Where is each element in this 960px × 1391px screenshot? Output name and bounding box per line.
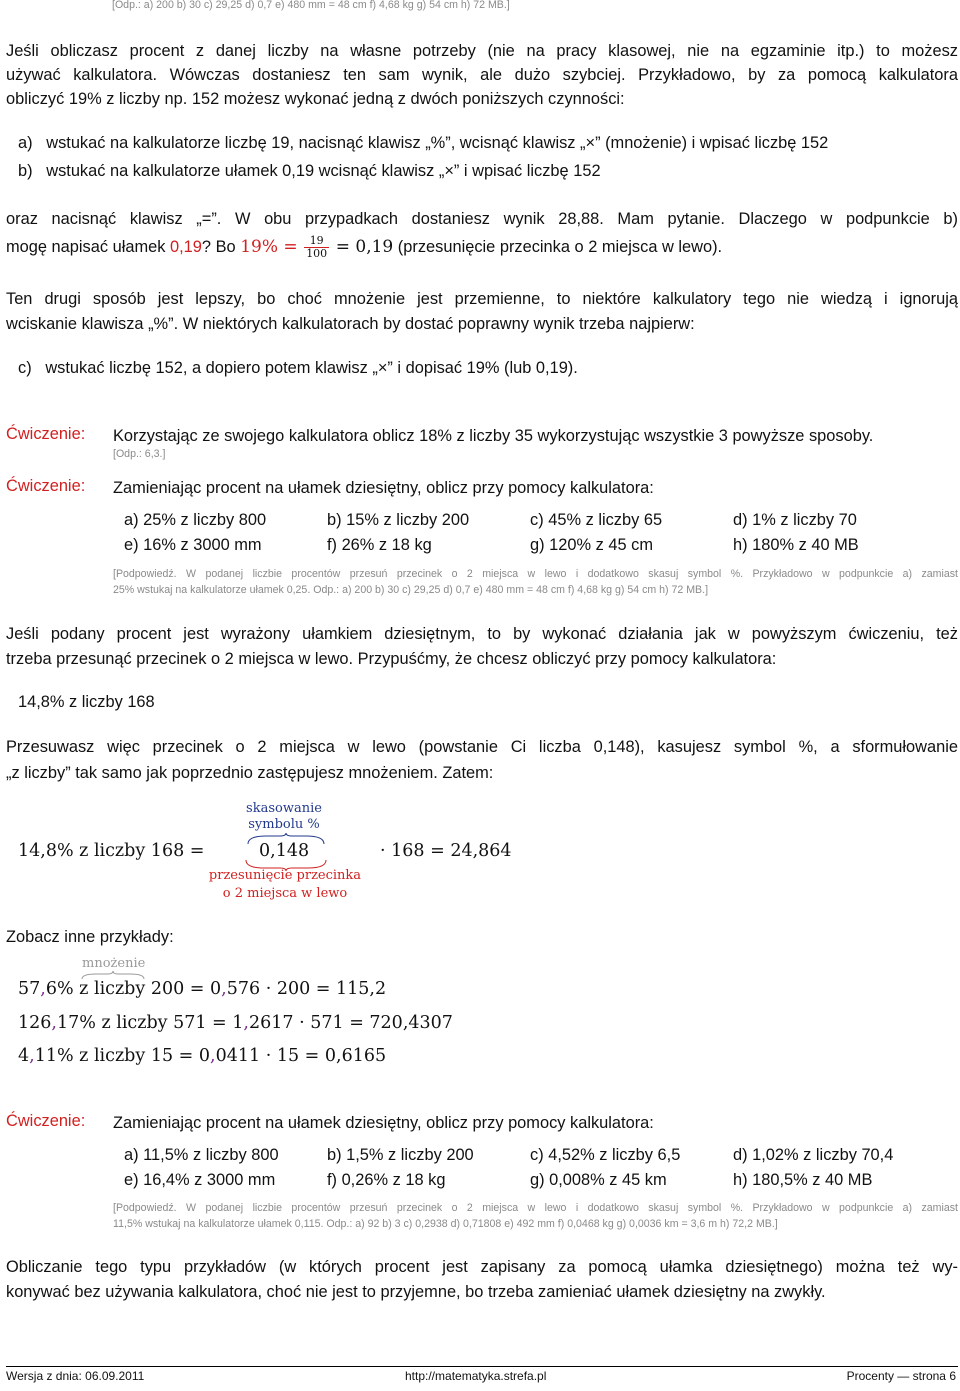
- equation-top-note: [244, 801, 324, 833]
- exercise-3-label: Ćwiczenie:: [6, 1112, 86, 1130]
- footer-version: Wersja z dnia: 06.09.2011: [6, 1369, 145, 1383]
- ex1-part: 6% z liczby 200 = 0: [45, 979, 222, 999]
- step-b: b) wstukać na kalkulatorze ułamek 0,19 wcisnąć klawisz „×” i wpisać liczbę 152: [18, 162, 601, 180]
- equation-bottom-note: [204, 867, 366, 903]
- closing-line-1: Obliczanie tego typu przykładów (w których procent jest zapisany za pomocą ułamka dziesiętnego) można też wy-: [6, 1258, 958, 1276]
- equation-right: · 168 = 24,864: [380, 841, 512, 861]
- exercise-2-item: d) 1% z liczby 70: [733, 511, 857, 529]
- ex2-part: 126: [18, 1013, 52, 1033]
- ex3-part: 4: [18, 1046, 30, 1066]
- exercise-2-item: b) 15% z liczby 200: [327, 511, 470, 529]
- ex1-part: 57: [18, 979, 41, 999]
- exercise-3-item: b) 1,5% z liczby 200: [327, 1146, 474, 1164]
- exercise-3-item: g) 0,008% z 45 km: [530, 1171, 667, 1189]
- top-note-line-1: skasowanie: [246, 801, 322, 816]
- ex1-comma: ,: [40, 979, 46, 999]
- footer-url[interactable]: http://matematyka.strefa.pl: [405, 1369, 547, 1383]
- equals-decimal: = 0,19: [335, 237, 394, 257]
- fraction-numerator: 19: [304, 235, 329, 248]
- exercise-1-answer: [Odp.: 6,3.]: [113, 448, 166, 460]
- explain-text-c: (przesunięcie przecinka o 2 miejsca w lewo).: [393, 238, 723, 256]
- example-2: [18, 1013, 453, 1033]
- ex1-part: 576 · 200 = 115,2: [226, 979, 387, 999]
- exercise-3-item: h) 180,5% z 40 MB: [733, 1171, 873, 1189]
- ex3-part: 11% z liczby 15 = 0: [34, 1046, 211, 1066]
- equation-left: 14,8% z liczby 168 =: [18, 841, 205, 861]
- exercise-1-text: Korzystając ze swojego kalkulatora oblicz 18% z liczby 35 wykorzystując wszystkie 3 powyższe sposoby.: [113, 427, 874, 445]
- percent-value: 19% =: [240, 237, 298, 257]
- example-1: [18, 979, 386, 999]
- fraction: [304, 235, 329, 260]
- intro-line-2: używać kalkulatora. Wówczas dostaniesz ten sam wynik, ale dużo szybciej. Przykładowo, by za pomocą kalkulatora: [6, 66, 958, 84]
- exercise-3-item: a) 11,5% z liczby 800: [124, 1146, 279, 1164]
- exercise-2-hint-1: [Podpowiedź. W podanej liczbie procentów przesuń przecinek o 2 miejsca w lewo i dodatkowo skasuj symbol %. Przykładowo w podpunkcie a) zamiast: [113, 568, 958, 580]
- ex1-comma: ,: [221, 979, 227, 999]
- exercise-2-item: h) 180% z 40 MB: [733, 536, 859, 554]
- ex2-comma: ,: [51, 1013, 57, 1033]
- second-line-2: wciskanie klawisza „%”. W niektórych kalkulatorach by dostać poprawny wynik trzeba najpierw:: [6, 315, 695, 333]
- fraction-denominator: 100: [306, 247, 328, 261]
- step-a: a) wstukać na kalkulatorze liczbę 19, nacisnąć klawisz „%”, wcisnąć klawisz „×” (mnożenie) i wpisać liczbę 152: [18, 134, 829, 152]
- exercise-2-item: e) 16% z 3000 mm: [124, 536, 262, 554]
- exercise-2-item: g) 120% z 45 cm: [530, 536, 653, 554]
- step-c: c) wstukać liczbę 152, a dopiero potem klawisz „×” i dopisać 19% (lub 0,19).: [18, 359, 578, 377]
- example-3: [18, 1046, 386, 1066]
- bottom-note-line-2: o 2 miejsca w lewo: [222, 886, 348, 901]
- footer-rule: [6, 1366, 958, 1367]
- examples-note: mnożenie: [82, 956, 146, 971]
- intro-line-3: obliczyć 19% z liczby np. 152 możesz wykonać jedną z dwóch poniższych czynności:: [6, 90, 625, 108]
- examples-title: Zobacz inne przykłady:: [6, 928, 174, 946]
- explain-line-2: [6, 234, 722, 260]
- explain-text-b: ? Bo: [201, 238, 241, 256]
- exercise-2-item: f) 26% z 18 kg: [327, 536, 432, 554]
- move-line-1: Przesuwasz więc przecinek o 2 miejsca w lewo (powstanie Ci liczba 0,148), kasujesz symbol %, a sformułowanie: [6, 738, 958, 756]
- exercise-3-hint-2: 11,5% wstukaj na kalkulatorze ułamek 0,115. Odp.: a) 92 b) 3 c) 0,2938 d) 0,71808 e) 492 mm f) 0,0468 kg g) 0,0036 km = 3,6 m h) 72,2 MB.]: [113, 1218, 778, 1230]
- closing-line-2: konywać bez używania kalkulatora, choć nie jest to przyjemne, bo trzeba zamieniać ułamek dziesiętny na zwykły.: [6, 1283, 826, 1301]
- ex2-comma: ,: [243, 1013, 249, 1033]
- decimal-example: 14,8% z liczby 168: [18, 693, 155, 711]
- bottom-note-line-1: przesunięcie przecinka: [208, 868, 362, 883]
- equation-middle: 0,148: [259, 841, 310, 861]
- ex2-part: 2617 · 571 = 720,4307: [249, 1013, 453, 1033]
- exercise-3-hint-1: [Podpowiedź. W podanej liczbie procentów przesuń przecinek o 2 miejsca w lewo i dodatkowo skasuj symbol %. Przykładowo w podpunkcie a) zamiast: [113, 1202, 958, 1214]
- exercise-3-item: e) 16,4% z 3000 mm: [124, 1171, 276, 1189]
- explain-text-a: mogę napisać ułamek: [6, 238, 170, 256]
- top-answer: [Odp.: a) 200 b) 30 c) 29,25 d) 0,7 e) 480 mm = 48 cm f) 4,68 kg g) 54 cm h) 72 MB.]: [112, 0, 510, 11]
- ex3-comma: ,: [210, 1046, 216, 1066]
- exercise-2-label: Ćwiczenie:: [6, 477, 86, 495]
- exercise-3-item: c) 4,52% z liczby 6,5: [530, 1146, 681, 1164]
- exercise-2-text: Zamieniając procent na ułamek dziesiętny, oblicz przy pomocy kalkulatora:: [113, 479, 654, 497]
- decimal-line-2: trzeba przesunąć przecinek o 2 miejsca w lewo. Przypuśćmy, że chcesz obliczyć przy pomocy kalkulatora:: [6, 650, 777, 668]
- exercise-2-item: c) 45% z liczby 65: [530, 511, 663, 529]
- exercise-3-item: d) 1,02% z liczby 70,4: [733, 1146, 894, 1164]
- explain-line-1: oraz nacisnąć klawisz „=”. W obu przypadkach dostaniesz wynik 28,88. Mam pytanie. Dlaczego w podpunkcie b): [6, 210, 958, 228]
- footer-page: Procenty — strona 6: [846, 1369, 956, 1383]
- exercise-1-label: Ćwiczenie:: [6, 425, 86, 443]
- fraction-red: 0,19: [170, 238, 202, 256]
- ex2-part: 17% z liczby 571 = 1: [56, 1013, 244, 1033]
- decimal-line-1: Jeśli podany procent jest wyrażony ułamkiem dziesiętnym, to by wykonać działania jak w powyższym ćwiczeniu, też: [6, 625, 958, 643]
- ex3-part: 0411 · 15 = 0,6165: [215, 1046, 387, 1066]
- intro-line-1: Jeśli obliczasz procent z danej liczby na własne potrzeby (nie na pracy klasowej, nie na egzaminie itp.) to możesz: [6, 42, 958, 60]
- ex3-comma: ,: [29, 1046, 35, 1066]
- exercise-2-hint-2: 25% wstukaj na kalkulatorze ułamek 0,25. Odp.: a) 200 b) 30 c) 29,25 d) 0,7 e) 480 mm = 48 cm f) 4,68 kg g) 54 cm h) 72 MB.]: [113, 584, 709, 596]
- exercise-3-item: f) 0,26% z 18 kg: [327, 1171, 446, 1189]
- top-note-line-2: symbolu %: [248, 817, 320, 832]
- exercise-3-text: Zamieniając procent na ułamek dziesiętny, oblicz przy pomocy kalkulatora:: [113, 1114, 654, 1132]
- exercise-2-item: a) 25% z liczby 800: [124, 511, 267, 529]
- move-line-2: „z liczby” tak samo jak poprzednio zastępujesz mnożeniem. Zatem:: [6, 764, 494, 782]
- second-line-1: Ten drugi sposób jest lepszy, bo choć mnożenie jest przemienne, to niektóre kalkulatory tego nie wiedzą i ignorują: [6, 290, 958, 308]
